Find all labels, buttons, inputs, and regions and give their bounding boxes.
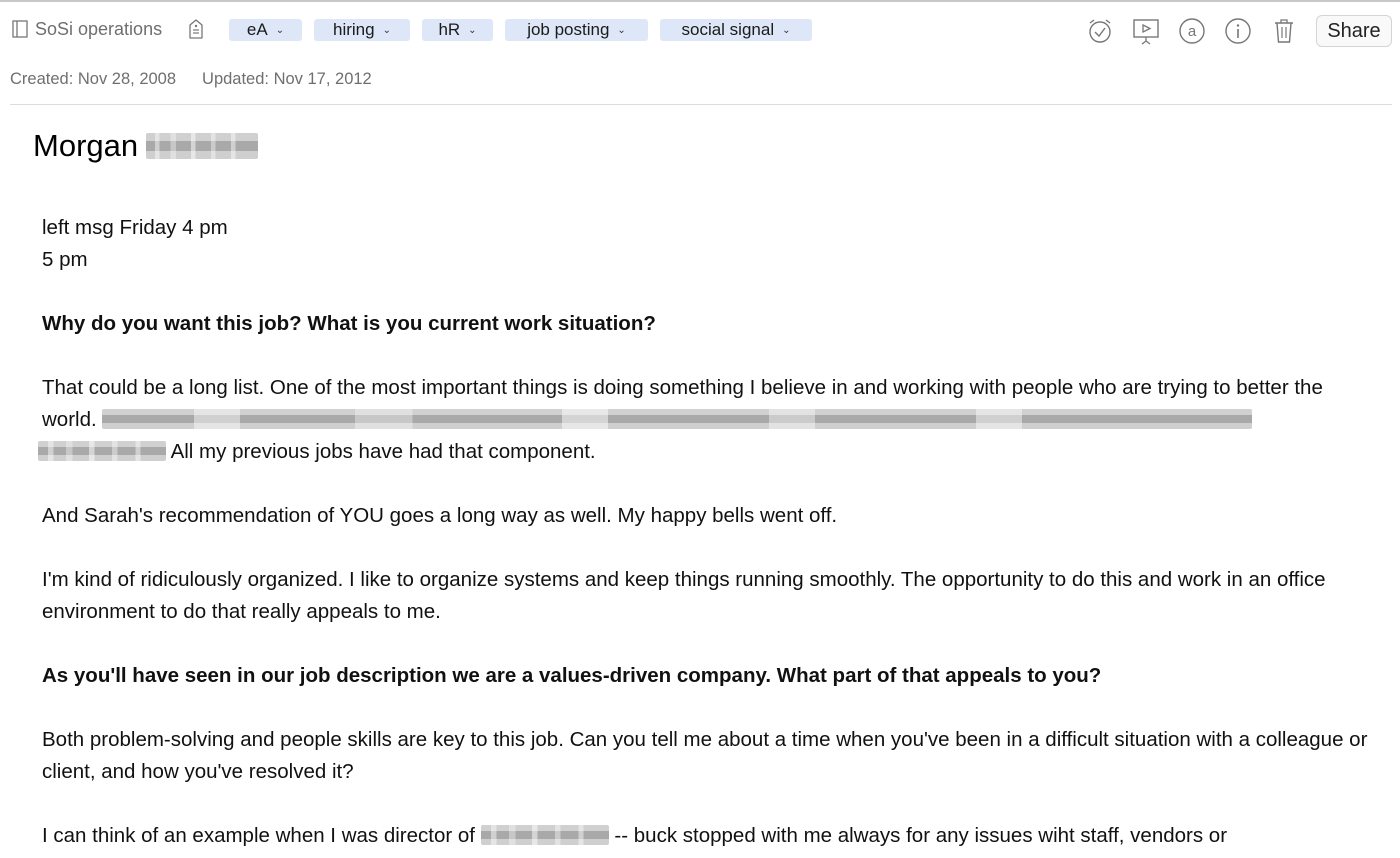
presentation-icon[interactable] (1132, 17, 1160, 45)
note-title-text: Morgan (33, 128, 139, 163)
chevron-down-icon: ⌄ (617, 24, 626, 36)
header-divider (10, 104, 1392, 105)
answer-paragraph: And Sarah's recommendation of YOU goes a long way as well. My happy bells went off. (42, 504, 838, 527)
redacted-text (102, 409, 1252, 429)
note-body[interactable] (42, 212, 1372, 858)
notebook-selector[interactable] (12, 18, 162, 40)
answer-paragraph: That could be a long list. One of the most important things is doing something I believe in and working with people who are trying to better the world. All my previous jobs have had that component. (42, 372, 1372, 468)
chevron-down-icon: ⌄ (468, 24, 477, 36)
trash-icon[interactable] (1270, 17, 1298, 45)
redacted-text (38, 441, 166, 461)
chevron-down-icon: ⌄ (782, 24, 791, 36)
tag-job-posting[interactable]: job posting ⌄ (505, 19, 648, 41)
note-line: 5 pm (42, 248, 88, 271)
tag-hr[interactable]: hR ⌄ (422, 19, 493, 41)
note-title[interactable] (33, 128, 258, 164)
share-button[interactable]: Share (1316, 15, 1392, 47)
tag-hiring[interactable]: hiring ⌄ (314, 19, 410, 41)
mention-icon[interactable] (1178, 17, 1206, 45)
info-icon[interactable] (1224, 17, 1252, 45)
question-heading: As you'll have seen in our job description we are a values-driven company. What part of that appeals to you? (42, 664, 1102, 687)
tag-icon[interactable] (186, 18, 206, 40)
note-line: left msg Friday 4 pm (42, 216, 228, 239)
answer-paragraph: I'm kind of ridiculously organized. I like to organize systems and keep things running smoothly. The opportunity to do this and work in an office environment to do that really appeals to me. (42, 568, 1326, 623)
svg-text:a: a (1187, 23, 1197, 40)
note-header (0, 2, 1400, 54)
note-toolbar (1086, 14, 1400, 48)
notebook-icon (12, 20, 28, 38)
updated-date: Updated: Nov 17, 2012 (202, 70, 372, 88)
question-heading: Why do you want this job? What is you current work situation? (42, 312, 656, 335)
tag-ea[interactable]: eA ⌄ (229, 19, 302, 41)
notebook-name: SoSi operations (35, 18, 163, 39)
tag-social-signal[interactable]: social signal ⌄ (660, 19, 812, 41)
chevron-down-icon: ⌄ (275, 24, 285, 36)
reminder-alarm-icon[interactable] (1086, 17, 1114, 45)
created-date: Created: Nov 28, 2008 (10, 70, 177, 88)
chevron-down-icon: ⌄ (382, 24, 391, 36)
note-metadata (10, 70, 398, 89)
redacted-text (481, 825, 609, 845)
answer-paragraph: I can think of an example when I was director of -- buck stopped with me always for any issues wiht staff, vendors or (42, 824, 1228, 847)
redacted-surname (146, 133, 258, 159)
question-paragraph: Both problem-solving and people skills are key to this job. Can you tell me about a time when you've been in a difficult situation with a colleague or client, and how you've resolved it? (42, 728, 1368, 783)
tag-list (229, 19, 824, 41)
